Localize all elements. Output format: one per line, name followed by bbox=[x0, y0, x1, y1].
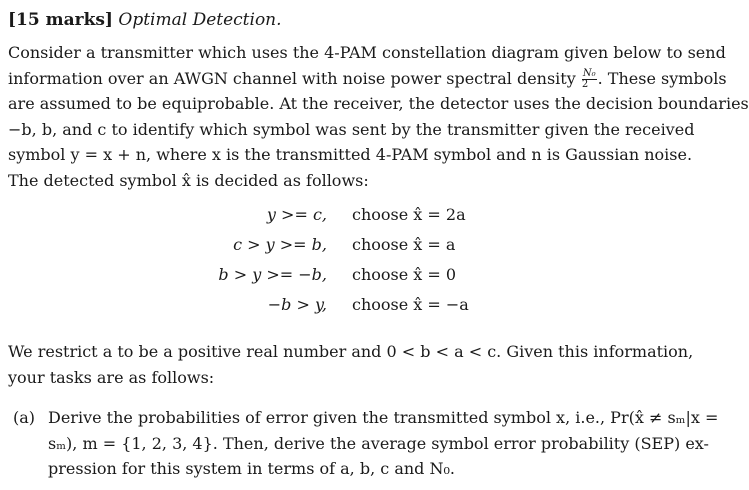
rule-condition: y >= c, bbox=[266, 205, 327, 224]
intro-line-5: symbol y = x + n, where x is the transmitted 4-PAM symbol and n is Gaussian noise. bbox=[8, 145, 693, 165]
question-heading bbox=[8, 10, 282, 30]
intro-line-4: −b, b, and c to identify which symbol was sent by the transmitter given the received bbox=[8, 119, 695, 139]
decision-rule bbox=[0, 205, 690, 235]
decision-rule bbox=[0, 295, 690, 325]
rule-condition: c > y >= b, bbox=[233, 235, 327, 254]
intro-paragraph bbox=[8, 40, 749, 194]
task-marker: (a) bbox=[13, 408, 36, 427]
task-line-2: sₘ), m = {1, 2, 3, 4}. Then, derive the average symbol error probability (SEP) ex- bbox=[48, 433, 709, 453]
rule-action: choose x̂ = a bbox=[352, 235, 456, 254]
intro-line-1: Consider a transmitter which uses the 4-PAM constellation diagram given below to send bbox=[8, 43, 726, 62]
intro-line-3: are assumed to be equiprobable. At the receiver, the detector uses the decision boundaries bbox=[8, 94, 749, 114]
intro-line-2-tail: . These symbols bbox=[597, 68, 727, 88]
question-title: Optimal Detection. bbox=[118, 10, 282, 30]
intro-line-2-text: information over an AWGN channel with noise power spectral density bbox=[8, 68, 576, 88]
rule-action: choose x̂ = 0 bbox=[352, 265, 457, 284]
task-item bbox=[8, 405, 719, 482]
restriction-line-2: your tasks are as follows: bbox=[8, 367, 215, 387]
rule-action: choose x̂ = −a bbox=[352, 295, 469, 314]
rule-condition: −b > y, bbox=[267, 295, 327, 314]
fraction-denominator: 2 bbox=[581, 78, 589, 90]
restriction-line-1: We restrict a to be a positive real number and 0 < b < a < c. Given this information, bbox=[8, 342, 694, 361]
decision-rule bbox=[0, 235, 690, 265]
decision-rule bbox=[0, 265, 690, 295]
rule-action: choose x̂ = 2a bbox=[352, 205, 466, 224]
rule-condition: b > y >= −b, bbox=[218, 265, 327, 284]
intro-line-6: The detected symbol x̂ is decided as follows: bbox=[8, 170, 369, 190]
intro-line-2 bbox=[8, 66, 727, 92]
marks-label: [15 marks] bbox=[8, 10, 113, 30]
fraction-numerator: N₀ bbox=[582, 67, 596, 79]
task-list bbox=[8, 405, 719, 482]
noise-psd-fraction bbox=[582, 69, 597, 90]
restriction-paragraph bbox=[8, 339, 694, 390]
task-line-1: Derive the probabilities of error given the transmitted symbol x, i.e., Pr(x̂ ≠ sₘ|x = bbox=[48, 408, 719, 427]
task-line-3: pression for this system in terms of a, b, c and N₀. bbox=[48, 459, 455, 479]
